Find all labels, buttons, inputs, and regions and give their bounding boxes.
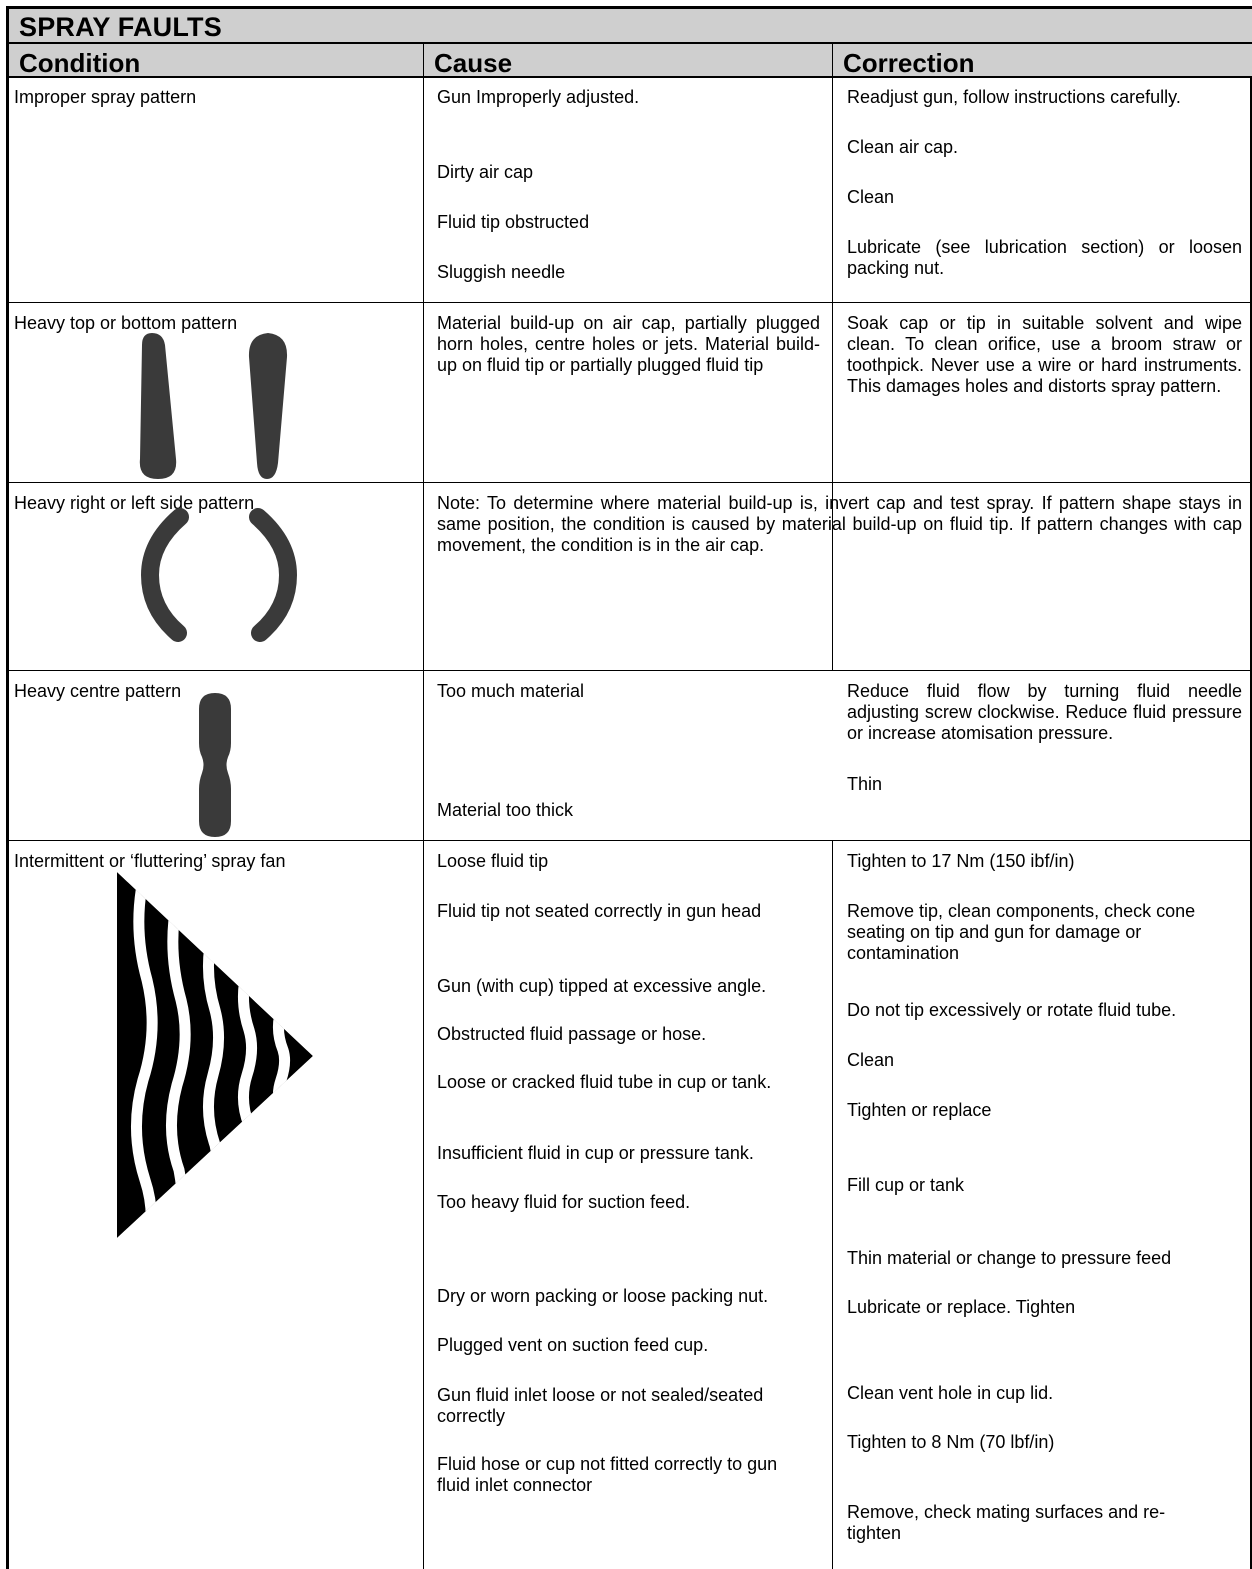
cause-text: Too heavy fluid for suction feed. <box>437 1192 691 1212</box>
correction-text: Remove tip, clean components, check cone seating on tip and gun for damage or contamination <box>847 901 1196 963</box>
cause-text: Fluid tip not seated correctly in gun head <box>437 901 762 921</box>
correction-text: Clean air cap. <box>847 137 959 157</box>
correction-text: Clean <box>847 187 895 207</box>
correction-text: Tighten to 17 Nm (150 ibf/in) <box>847 851 1075 871</box>
correction-text: Lubricate or replace. Tighten <box>847 1297 1076 1317</box>
cause-text: Insufficient fluid in cup or pressure tank. <box>437 1143 754 1163</box>
correction-text: Lubricate (see lubrication section) or loosen packing nut. <box>847 237 1242 278</box>
correction-text: Tighten to 8 Nm (70 lbf/in) <box>847 1432 1055 1452</box>
cause-text: Dirty air cap <box>437 162 534 182</box>
column-divider <box>832 44 833 671</box>
column-header-correction: Correction <box>833 44 1252 78</box>
row-divider <box>9 840 1252 841</box>
cause-text: Too much material <box>437 681 585 701</box>
page-title: SPRAY FAULTS <box>19 12 222 42</box>
cause-text: Obstructed fluid passage or hose. <box>437 1024 707 1044</box>
cause-text: Gun Improperly adjusted. <box>437 87 640 107</box>
correction-text: Clean <box>847 1050 895 1070</box>
correction-text: Readjust gun, follow instructions carefully. <box>847 87 1181 107</box>
top-bottom-pattern-icon <box>130 333 310 483</box>
cause-text: Material too thick <box>437 800 574 820</box>
column-header-condition: Condition <box>9 44 423 78</box>
cause-text: Gun fluid inlet loose or not sealed/seated correctly <box>437 1385 764 1426</box>
cause-text: Sluggish needle <box>437 262 566 282</box>
condition-text: Intermittent or ‘fluttering’ spray fan <box>14 851 286 871</box>
note-text: Note: To determine where material build-up is, invert cap and test spray. If pattern shape stays in same position, the condition is caused by material build-up on fluid tip. If pattern changes with cap movement, the condition is in the air cap. <box>437 493 1242 555</box>
cause-text: Dry or worn packing or loose packing nut. <box>437 1286 769 1306</box>
correction-text: Fill cup or tank <box>847 1175 965 1195</box>
centre-pattern-icon <box>195 693 245 839</box>
column-header-cause: Cause <box>424 44 832 78</box>
condition-text: Improper spray pattern <box>14 87 197 107</box>
condition-text: Heavy right or left side pattern <box>14 493 255 513</box>
cause-text: Fluid tip obstructed <box>437 212 590 232</box>
correction-text: Clean vent hole in cup lid. <box>847 1383 1054 1403</box>
correction-text: Soak cap or tip in suitable solvent and wipe clean. To clean orifice, use a broom straw or toothpick. Never use a wire or hard instruments. This damages holes and distorts spray pattern. <box>847 313 1242 396</box>
cause-text: Fluid hose or cup not fitted correctly to gun fluid inlet connector <box>437 1454 778 1495</box>
cause-text: Loose fluid tip <box>437 851 549 871</box>
correction-text: Tighten or replace <box>847 1100 992 1120</box>
column-divider <box>423 44 424 1569</box>
row-divider <box>9 670 1252 671</box>
cause-text: Loose or cracked fluid tube in cup or tank. <box>437 1072 772 1092</box>
correction-text: Thin <box>847 774 883 794</box>
correction-text: Reduce fluid flow by turning fluid needle adjusting screw clockwise. Reduce fluid pressure or increase atomisation pressure. <box>847 681 1242 743</box>
cause-text: Plugged vent on suction feed cup. <box>437 1335 709 1355</box>
page-title-bar <box>9 9 1252 44</box>
column-divider <box>832 840 833 1569</box>
correction-text: Remove, check mating surfaces and re-tighten <box>847 1502 1166 1543</box>
side-pattern-icon <box>130 505 310 645</box>
cause-text: Gun (with cup) tipped at excessive angle. <box>437 976 767 996</box>
condition-text: Heavy top or bottom pattern <box>14 313 238 333</box>
condition-text: Heavy centre pattern <box>14 681 182 701</box>
cause-text: Material build-up on air cap, partially plugged horn holes, centre holes or jets. Material build-up on fluid tip or partially plugged fluid tip <box>437 313 820 375</box>
correction-text: Thin material or change to pressure feed <box>847 1248 1172 1268</box>
correction-text: Do not tip excessively or rotate fluid tube. <box>847 1000 1177 1020</box>
row-divider <box>9 302 1252 303</box>
fluttering-fan-icon <box>115 870 315 1240</box>
